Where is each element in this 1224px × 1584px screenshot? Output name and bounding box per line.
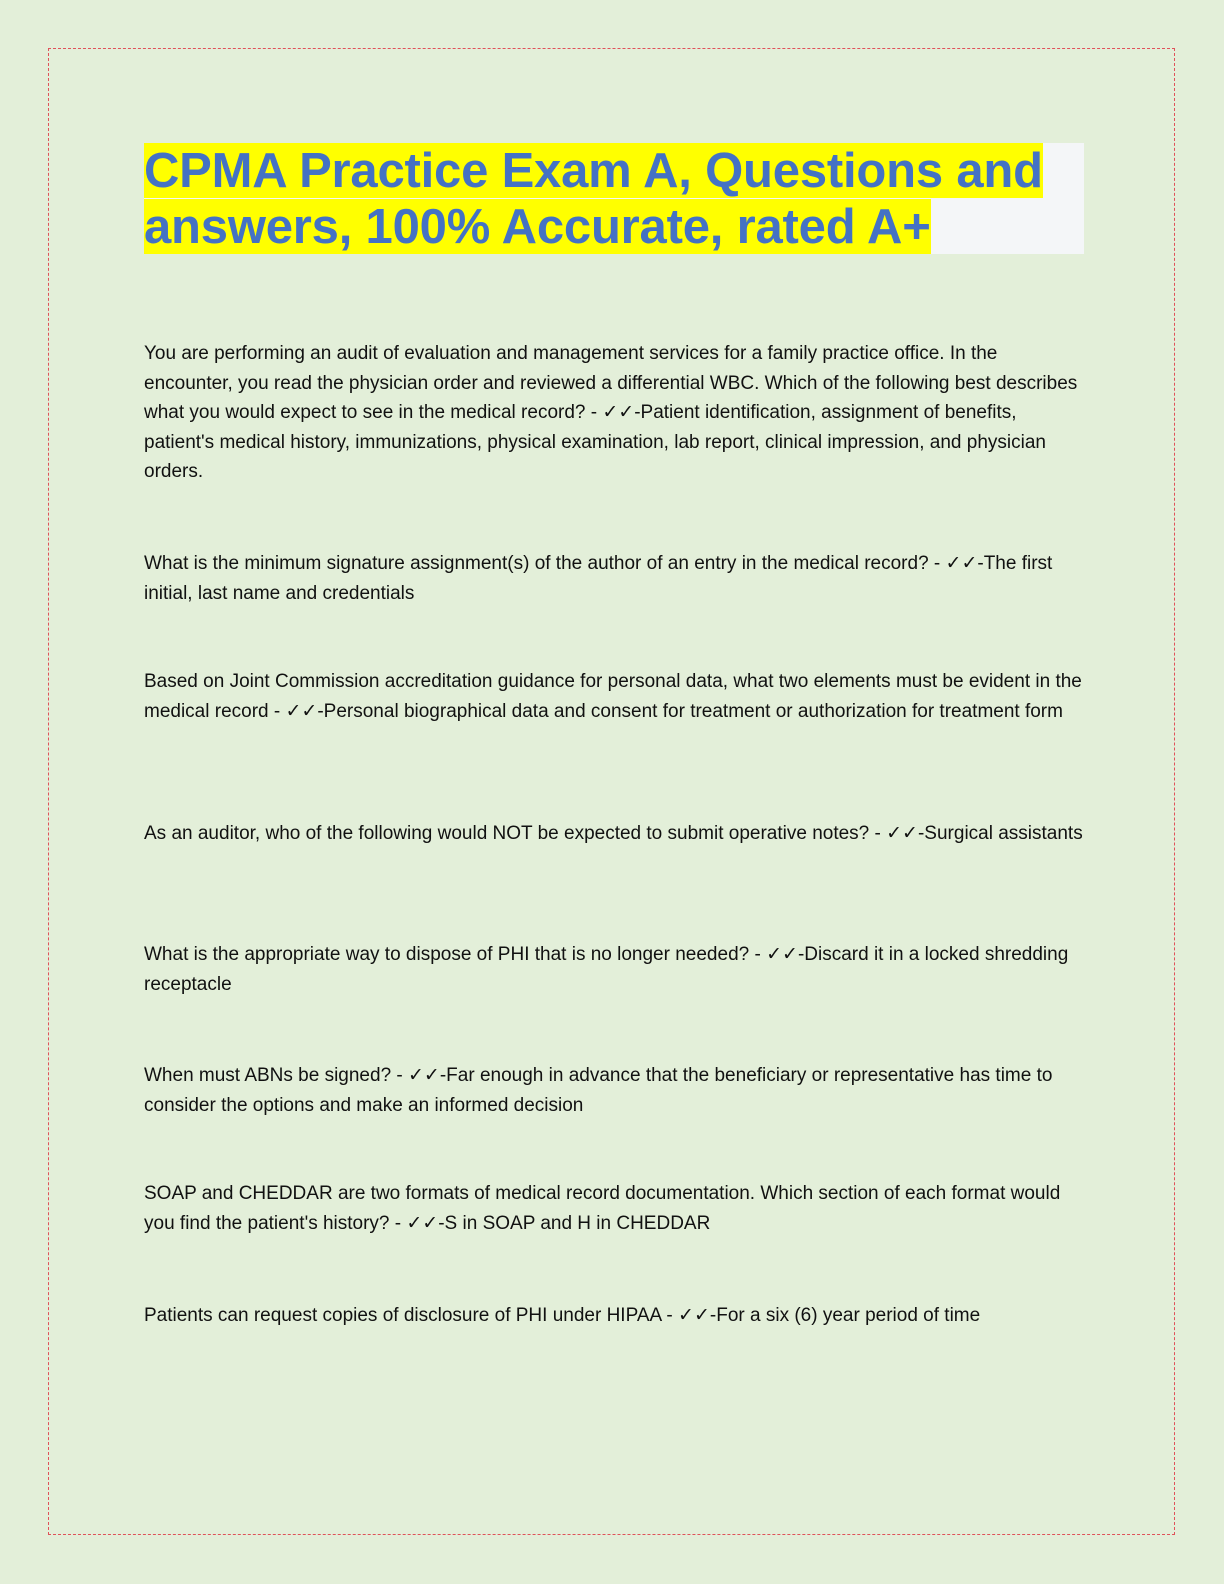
page-title (144, 143, 1084, 255)
double-check-icon: ✓✓ (602, 401, 635, 423)
qa-item-8 (144, 1301, 1088, 1331)
qa-item-3 (144, 667, 1088, 726)
double-check-icon: ✓✓ (406, 1211, 439, 1234)
answer-text: -The first initial, last name and credentials (144, 553, 1053, 604)
title-line-1: CPMA Practice Exam A, Questions and (144, 144, 1043, 198)
answer-text: -Patient identification, assignment of benefits, patient's medical history, immunizations, physical examination, lab report, clinical impression, and physician orders. (144, 402, 1046, 482)
title-line-2: answers, 100% Accurate, rated A+ (144, 200, 931, 254)
double-check-icon: ✓✓ (408, 1064, 440, 1086)
qa-item-5 (144, 940, 1088, 999)
double-check-icon: ✓✓ (678, 1304, 710, 1326)
answer-text: -S in SOAP and H in CHEDDAR (438, 1212, 711, 1234)
question-text: What is the minimum signature assignment(s) of the author of an entry in the medical record? - (144, 553, 946, 574)
title-block (144, 143, 1084, 254)
qa-item-1 (144, 339, 1088, 487)
double-check-icon: ✓✓ (945, 552, 978, 574)
answer-text: -Far enough in advance that the beneficiary or representative has time to consider the options and make an informed decision (144, 1065, 1053, 1116)
question-text: As an auditor, who of the following would NOT be expected to submit operative notes? - (144, 823, 887, 844)
question-text: What is the appropriate way to dispose of PHI that is no longer needed? - (144, 944, 767, 965)
double-check-icon: ✓✓ (886, 822, 918, 844)
question-text: SOAP and CHEDDAR are two formats of medical record documentation. Which section of each format would you find the patient's history? - (144, 1183, 1061, 1234)
question-text: You are performing an audit of evaluation and management services for a family practice office. In the encounter, you read the physician order and reviewed a differential WBC. Which of the following best describes what you would expect to see in the medical record? - (144, 343, 1078, 423)
question-text: When must ABNs be signed? - (144, 1065, 409, 1086)
qa-item-6 (144, 1061, 1088, 1120)
qa-item-2 (144, 549, 1088, 608)
question-text: Based on Joint Commission accreditation guidance for personal data, what two elements must be evident in the medical record - (144, 671, 1082, 722)
qa-item-7 (144, 1179, 1088, 1238)
answer-text: -Surgical assistants (917, 823, 1083, 844)
double-check-icon: ✓✓ (766, 943, 798, 965)
answer-text: -Personal biographical data and consent for treatment or authorization for treatment form (317, 700, 1063, 722)
double-check-icon: ✓✓ (285, 699, 318, 722)
answer-text: -For a six (6) year period of time (709, 1305, 981, 1326)
answer-text: -Discard it in a locked shredding receptacle (144, 944, 1069, 995)
qa-item-4 (144, 819, 1088, 849)
question-text: Patients can request copies of disclosure of PHI under HIPAA - (144, 1305, 679, 1326)
